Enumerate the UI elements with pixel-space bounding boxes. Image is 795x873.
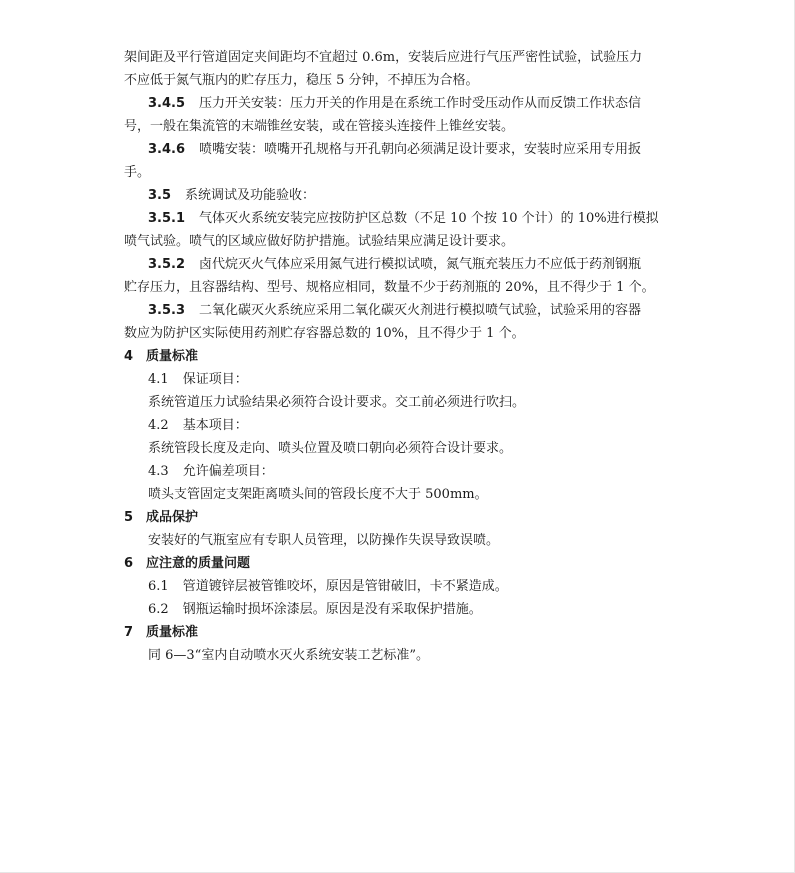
heading-5: [124, 508, 198, 528]
clause-number: 3.5.2: [148, 257, 186, 272]
heading-4: [124, 347, 198, 367]
paragraph-line: 喷气试验。喷气的区域应做好防护措施。试验结果应满足设计要求。: [124, 234, 515, 249]
heading-7: [124, 623, 198, 643]
paragraph-line: 贮存压力，且容器结构、型号、规格应相同，数量不少于药剂瓶的 20%，且不得少于 1 个。: [124, 280, 655, 295]
clause-number: 3.5.1: [148, 211, 186, 226]
clause-text: 二氧化碳灭火系统应采用二氧化碳灭火剂进行模拟喷气试验，试验采用的容器: [199, 303, 642, 318]
heading-text: 应注意的质量问题: [146, 556, 251, 571]
clause-number: 3.5.3: [148, 303, 186, 318]
clause-text: 钢瓶运输时损坏涂漆层。原因是没有采取保护措施。: [182, 602, 482, 617]
paragraph-line: 号，一般在集流管的末端锥丝安装，或在管接头连接件上锥丝安装。: [124, 119, 515, 134]
heading-text: 质量标准: [146, 625, 199, 640]
clause-text: 卤代烷灭火气体应采用氮气进行模拟试喷，氮气瓶充装压力不应低于药剂钢瓶: [199, 257, 642, 272]
heading-number: 4: [124, 349, 134, 364]
clause-number: 4.1: [148, 372, 169, 387]
clause-6-2: [148, 600, 482, 620]
heading-6: [124, 554, 250, 574]
clause-4-2: [148, 416, 248, 436]
heading-text: 质量标准: [146, 349, 199, 364]
clause-number: 4.3: [148, 464, 169, 479]
clause-6-1: [148, 577, 508, 597]
clause-3-5-3: [148, 301, 641, 321]
paragraph-line: 不应低于氮气瓶内的贮存压力，稳压 5 分钟，不掉压为合格。: [124, 73, 479, 88]
paragraph-line: 架间距及平行管道固定夹间距均不宜超过 0.6m，安装后应进行气压严密性试验，试验压力: [124, 50, 643, 65]
heading-text: 成品保护: [146, 510, 199, 525]
clause-text: 保证项目：: [182, 372, 248, 387]
paragraph-line: 系统管段长度及走向、喷头位置及喷口朝向必须符合设计要求。: [148, 441, 513, 456]
clause-text: 气体灭火系统安装完应按防护区总数（不足 10 个按 10 个计）的 10%进行模拟: [199, 211, 659, 226]
clause-4-1: [148, 370, 248, 390]
paragraph-line: 手。: [124, 165, 151, 180]
clause-text: 系统调试及功能验收：: [185, 188, 316, 203]
clause-number: 6.2: [148, 602, 169, 617]
heading-number: 5: [124, 510, 134, 525]
clause-text: 压力开关安装：压力开关的作用是在系统工作时受压动作从而反馈工作状态信: [199, 96, 642, 111]
paragraph-line: 数应为防护区实际使用药剂贮存容器总数的 10%，且不得少于 1 个。: [124, 326, 525, 341]
clause-4-3: [148, 462, 274, 482]
clause-3-5-2: [148, 255, 641, 275]
clause-text: 基本项目：: [182, 418, 248, 433]
clause-number: 3.4.5: [148, 96, 186, 111]
clause-number: 3.5: [148, 188, 172, 203]
paragraph-line: 安装好的气瓶室应有专职人员管理，以防操作失误导致误喷。: [148, 533, 500, 548]
clause-number: 6.1: [148, 579, 169, 594]
clause-3-5: [148, 186, 315, 206]
clause-number: 4.2: [148, 418, 169, 433]
heading-number: 6: [124, 556, 134, 571]
clause-3-5-1: [148, 209, 659, 229]
clause-text: 喷嘴安装：喷嘴开孔规格与开孔朝向必须满足设计要求，安装时应采用专用扳: [199, 142, 642, 157]
clause-3-4-6: [148, 140, 641, 160]
clause-text: 允许偏差项目：: [182, 464, 274, 479]
clause-text: 管道镀锌层被管锥咬坏，原因是管钳破旧，卡不紧造成。: [182, 579, 508, 594]
heading-number: 7: [124, 625, 134, 640]
clause-3-4-5: [148, 94, 641, 114]
clause-number: 3.4.6: [148, 142, 186, 157]
paragraph-line: 同 6—3“室内自动喷水灭火系统安装工艺标准”。: [148, 648, 429, 663]
paragraph-line: 系统管道压力试验结果必须符合设计要求。交工前必须进行吹扫。: [148, 395, 526, 410]
paragraph-line: 喷头支管固定支架距离喷头间的管段长度不大于 500mm。: [148, 487, 488, 502]
